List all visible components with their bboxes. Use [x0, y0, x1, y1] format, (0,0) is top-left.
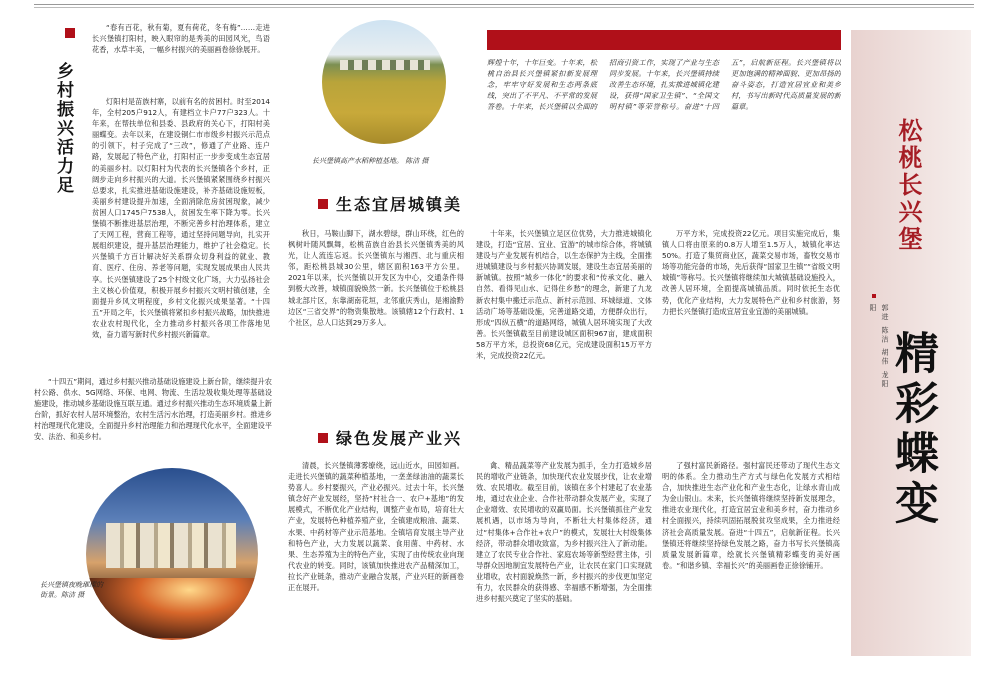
town-buildings [106, 523, 236, 568]
column-c1 [288, 460, 464, 650]
field-caption: 长兴堡镇高产水稻种植基地。 陈洁 摄 [312, 157, 429, 165]
eco-section-heading [318, 192, 462, 215]
column-b3 [662, 228, 840, 418]
eco-section-marker [318, 199, 328, 209]
eco-section-title: 生态宜居城镇美 [336, 195, 463, 214]
column-b2-text: 十年来，长兴堡镇立足区位优势，大力推进城镇化建设，打造“宜居、宜业、宜游”的城市综合体，将城镇建设与产业发展有机结合，以生态保护为主线，全面推进城镇建设与乡村振兴协调发展，建设生态宜居美丽的新城镇。按照“城乡一体化”的要求和“传承文化、融入自然、看得见山水、记得住乡愁”的理念，新建了九龙新农村集中搬迁示范点、新村示范园、环城绿道、文体活动广场等基础设施，完善道路交通，方便群众出行，形成“四纵五横”的道路网络，城镇人居环境实现了大改善。长兴堡镇截至目前建设城区面积967亩，建成面积58万平方米，总投资68亿元，完成建设面积15万平方米，完成投资22亿元。 [476, 229, 652, 361]
side-marker [65, 28, 75, 38]
top-rule-2 [34, 7, 974, 8]
feature-headline: 精彩蝶变 [887, 330, 938, 530]
column-a-intro [92, 22, 270, 96]
feature-kicker: 松桃长兴堡 [894, 118, 922, 253]
byline-marker [872, 294, 876, 298]
intro-top-text: “春有百花，秋有菊，夏有荷花，冬有梅”……走进长兴堡镇打阳村，映入眼帘的是秀美的田园风光，鸟语花香，水草丰美，一幅乡村振兴的美丽画卷徐徐展开。 [92, 23, 270, 55]
column-b2 [476, 228, 652, 418]
side-section-title: 乡村振兴活力足 [53, 62, 73, 195]
red-banner [487, 30, 841, 50]
field-houses [340, 60, 430, 70]
column-c2-text: 禽、精品蔬菜等产业发展为抓手，全力打造城乡居民的增收产业链条，加快现代农业发展步伐，让农业增效、农民增收。截至目前，该镇在多个村建起了农业基地，通过农业企业、合作社带动群众发展产业，实现了企业增效、农民增收的双赢局面。长兴堡镇抓住产业发展机遇，以市场为导向，不断壮大村集体经济，通过“村集体+合作社+农户”的模式，发展壮大村级集体经济，带动群众增收致富，为乡村振兴注入了新动能。建立了农民专业合作社、家庭农场等新型经营主体，引导群众因地制宜发展特色产业，让农民在家门口实现就业增收，农村面貌焕然一新，乡村振兴的步伐更加坚定有力，农民群众的获得感、幸福感不断增强，为全面推进乡村振兴奠定了坚实的基础。 [476, 461, 652, 604]
town-photo [86, 468, 258, 640]
intro-right-text: 辉煌十年，十年巨变。十年来，松桃自治县长兴堡镇紧扣新发展理念，牢牢守好发展和生态两条底线，突出了不平凡、不平常的发展答卷。十年来，长兴堡镇以全面的招商引资工作，实现了产业与生态同步发展。十年来，长兴堡镇持续改善生态环境，扎实推进城镇化建设，获得“国家卫生镇”、“全国文明村镇”等荣誉称号。奋进“十四五”，启航新征程。长兴堡镇将以更加饱满的精神面貌、更加昂扬的奋斗姿态，打造宜居宜业和美乡村，书写出新时代高质量发展的新篇章。 [487, 58, 841, 112]
column-a [92, 96, 270, 374]
field-photo [322, 20, 446, 144]
feature-byline: 郭进 陈洁 胡伟 龙阳阳 [869, 304, 889, 389]
column-c2 [476, 460, 652, 650]
intro-right [487, 57, 841, 183]
column-b1 [288, 228, 464, 418]
green-section-marker [318, 433, 328, 443]
green-section-heading [318, 426, 462, 449]
column-c1-text: 清晨，长兴堡镇薄雾缭绕，远山近水，田园如画。走进长兴堡镇的蔬菜种植基地，一垄垄绿油油的蔬菜长势喜人。乡村要振兴，产业必振兴。过去十年，长兴堡镇念好产业发展经，坚持“村社合一、农户+基地”的发展模式，不断优化产业结构，调整产业布局，培育壮大产业，发展特色种植养殖产业，全镇建成粮油、蔬菜、水果、中药材等产业示范基地。全镇培育发展主导产业和特色产业，大力发展以蔬菜、食用菌、中药材、水果、生态养殖为主的特色产业，实现了由传统农业向现代农业的转变。同时，该镇加快推进农产品精深加工，拉长产业链条，推动产业融合发展，产业兴旺的新画卷正在展开。 [288, 461, 464, 593]
column-b1-text: 秋日，马鞍山脚下，湖水碧绿，群山环绕，红色的枫树叶随风飘舞，松桃苗族自治县长兴堡镇秀美的风光，让人流连忘返。长兴堡镇东与湘西、北与重庆相邻，距松桃县城30公里，辖区面积163平方公里。2021年以来，长兴堡镇以开发区为中心，交通条件得到极大改善，城镇面貌焕然一新。长兴堡镇位于松桃县城北部片区，东靠湖南花垣，北邻重庆秀山，是湘渝黔边区“三省交界”的物资集散地。该镇辖12个行政村、1个社区，总人口达到29万多人。 [288, 229, 464, 327]
street-lights [86, 578, 258, 638]
column-a-wide-text: “十四五”期间，通过乡村振兴推动基础设施建设上新台阶，继续提升农村公路、供水、5G网络、环保、电网、物流、生活垃圾收集处理等基础设施建设，推动城乡基础设施互联互通。通过乡村振兴推动生态环境质量上新台阶，抓好农村人居环境整治，农村生活污水治理，打造美丽乡村。推进乡村治理现代化建设，全面提升乡村治理能力和治理现代化水平，全面建设平安、法治、和美乡村。 [34, 377, 272, 442]
column-c3 [662, 460, 840, 650]
top-rule [34, 4, 974, 5]
column-a-wide [34, 376, 272, 456]
green-section-title: 绿色发展产业兴 [336, 429, 463, 448]
column-c3-text: 了强村富民新路径。强村富民还带动了现代生态文明的体系。全力推动生产方式与绿色化发展方式相结合，加快推进生态产业化和产业生态化，让绿水青山成为金山银山。未来，长兴堡镇将继续坚持新发展理念，推进农业现代化，打造宜居宜业和美乡村，奋力推动乡村全面振兴，持续巩固拓展脱贫攻坚成果，全力推进经济社会高质量发展。奋进“十四五”，启航新征程。长兴堡镇还将继续坚持绿色发展之路，奋力书写长兴堡镇高质量发展新篇章，绘就长兴堡镇精彩蝶变的美好画卷。“和谐乡镇、幸福长兴”的美丽画卷正徐徐铺开。 [662, 461, 840, 570]
column-b3-text: 万平方米，完成投资22亿元。项目实施完成后，集镇人口将由原来的0.8万人增至1.5万人，城镇化率达50%。打造了集贸商业区，蔬菜交易市场，畜牧交易市场等功能完备的市场，先后获得“国家卫生镇”“省级文明城镇”等称号。长兴堡镇将继续加大城镇基础设施投入，改善人居环境，全面提高城镇品质。同时依托生态优势，优化产业结构，大力发展特色产业和乡村旅游，努力把长兴堡镇打造成宜居宜业宜游的美丽城镇。 [662, 229, 840, 316]
town-caption: 长兴堡镇夜晚璀璨的街景。陈洁 摄 [40, 581, 103, 599]
column-a-text: 灯阳村是苗族村寨，以前有名的贫困村。时至2014年，全村205户912人，有建档立卡户77户323人。十年来，在帮扶单位和县委、县政府的关心下，打阳村美丽蝶变。去年以来，在建设铜仁市市级乡村振兴示范点的引领下，村子完成了“三改”，修通了产业路、连户路，发展起了特色产业，打阳村正一步步变成生态宜居的美丽乡村。以灯阳村为代表的长兴堡镇各个乡村，正阔步走向乡村振兴的大道。长兴堡镇紧紧围绕乡村振兴总要求，扎实推进基础设施建设，补齐基础设施短板，美丽乡村建设提升加速，全面消除危房贫困现象，减少贫困人口1745户7538人，贫困发生率下降为零。长兴堡镇不断推进基层治理，不断完善乡村治理体系，建立了天网工程，营商工程等，通过坚持问题导向，扎实开展组织建设，提升基层治理能力，维护了社会稳定。长兴堡镇千方百计解决好关系群众切身利益的就业、教育、医疗、住房、养老等问题，实现发展成果由人民共享。长兴堡镇建设了25个村级文化广场，大力弘扬社会主义核心价值观，积极开展乡村振兴文明村镇创建，全面提升乡风文明程度，乡村文化振兴成果显著。“十四五”开局之年，长兴堡镇将紧扣乡村振兴战略，加快推进农业农村现代化，全力推动乡村振兴各项工作落地见效，奋力谱写新时代乡村振兴新篇章。 [92, 97, 270, 339]
